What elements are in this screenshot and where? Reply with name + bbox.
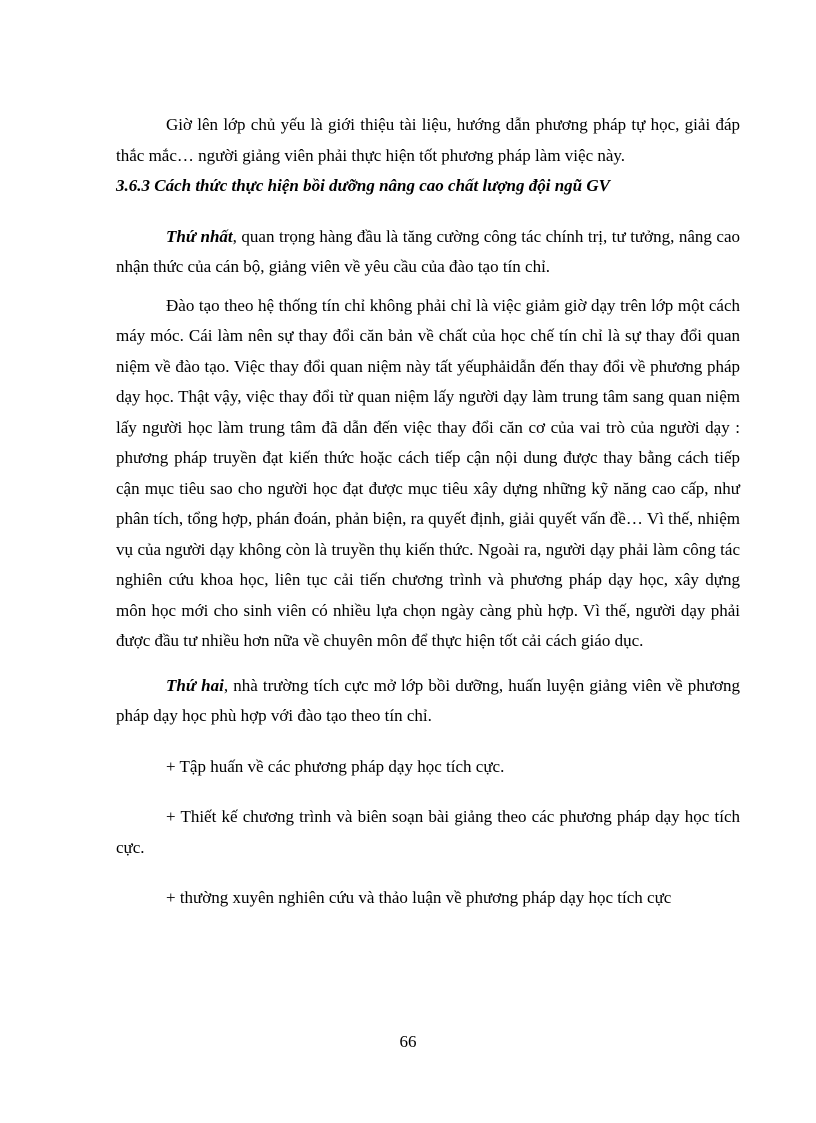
paragraph-second-point (116, 671, 740, 732)
intro-paragraph: Giờ lên lớp chủ yếu là giới thiệu tài liệu, hướng dẫn phương pháp tự học, giải đáp thắc mắc… người giảng viên phải thực hiện tốt phương pháp làm việc này. (116, 115, 740, 165)
second-point-text: , nhà trường tích cực mở lớp bồi dưỡng, huấn luyện giảng viên về phương pháp dạy học phù hợp với đào tạo theo tín chỉ. (116, 675, 741, 725)
page-number: 66 (399, 1032, 417, 1051)
bullet-item: + thường xuyên nghiên cứu và thảo luận về phương pháp dạy học tích cực (166, 888, 672, 907)
second-point-lead: Thứ hai (166, 675, 224, 695)
section-heading: 3.6.3 Cách thức thực hiện bồi dưỡng nâng cao chất lượng đội ngũ GV (116, 176, 610, 195)
first-point-text: , quan trọng hàng đầu là tăng cường công tác chính trị, tư tưởng, nâng cao nhận thức của cán bộ, giảng viên về yêu cầu của đào tạo tín chỉ. (116, 226, 741, 276)
paragraph-credit-system: Đào tạo theo hệ thống tín chỉ không phải chỉ là việc giảm giờ dạy trên lớp một cách máy móc. Cái làm nên sự thay đổi căn bản về chất của học chế tín chỉ là sự thay đổi quan niệm về đào tạo. Việc thay đổi quan niệm này tất yếuphảidẫn đến thay đổi về phương pháp dạy học. Thật vậy, việc thay đổi từ quan niệm lấy người dạy làm trung tâm sang quan niệm lấy người học làm trung tâm đã dẫn đến việc thay đổi căn cơ của vai trò của người dạy : phương pháp truyền đạt kiến thức hoặc cách tiếp cận nội dung được thay bằng cách tiếp cận mục tiêu sao cho người học đạt được mục tiêu xây dựng những kỹ năng cao cấp, như phân tích, tổng hợp, phán đoán, phản biện, ra quyết định, giải quyết vấn đề… Vì thế, nhiệm vụ của người dạy không còn là truyền thụ kiến thức. Ngoài ra, người dạy phải làm công tác nghiên cứu khoa học, liên tục cải tiến chương trình và phương pháp dạy học, xây dựng môn học mới cho sinh viên có nhiều lựa chọn ngày càng phù hợp. Vì thế, người dạy phải được đầu tư nhiều hơn nữa về chuyên môn để thực hiện tốt cải cách giáo dục. (116, 295, 740, 650)
paragraph-first-point (116, 222, 740, 283)
bullet-item: + Tập huấn về các phương pháp dạy học tích cực. (166, 756, 505, 776)
first-point-lead: Thứ nhất (166, 226, 233, 246)
page-body (116, 110, 740, 914)
bullet-item: + Thiết kế chương trình và biên soạn bài giảng theo các phương pháp dạy học tích cực. (116, 807, 740, 857)
